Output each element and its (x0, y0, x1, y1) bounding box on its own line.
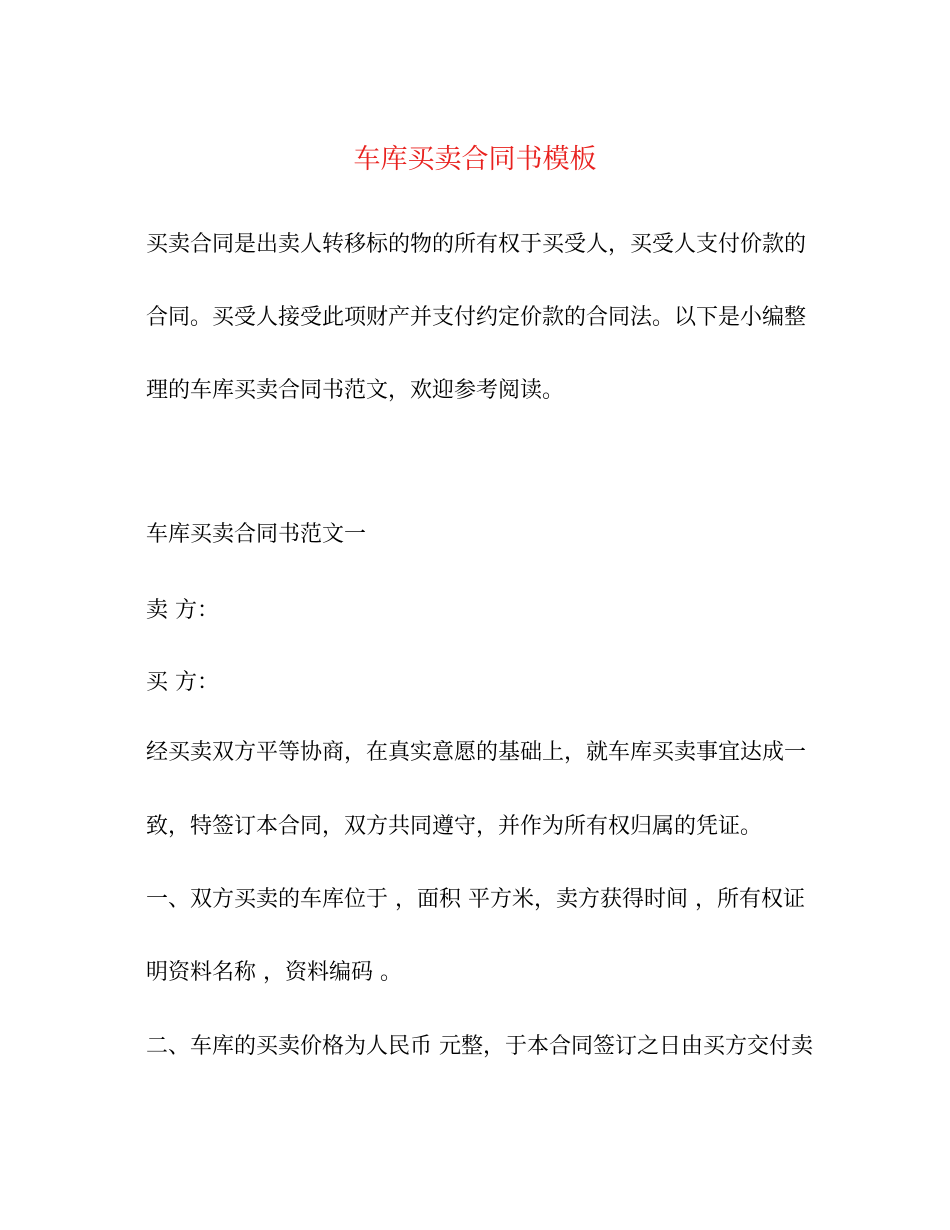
body-line-5: 二、车库的买卖价格为人民币 元整，于本合同签订之日由买方交付卖 (146, 1034, 813, 1059)
body-line-3: 一、双方买卖的车库位于 ，面积 平方米，卖方获得时间 ，所有权证 (146, 887, 805, 912)
section-heading: 车库买卖合同书范文一 (146, 522, 367, 547)
intro-line-1: 买卖合同是出卖人转移标的物的所有权于买受人，买受人支付价款的 (146, 232, 807, 257)
body-line-2: 致，特签订本合同，双方共同遵守，并作为所有权归属的凭证。 (146, 814, 763, 839)
intro-line-3: 理的车库买卖合同书范文，欢迎参考阅读。 (146, 378, 565, 403)
buyer-label: 买 方： (146, 670, 219, 695)
seller-label: 卖 方： (146, 598, 219, 623)
body-line-4: 明资料名称 ，资料编码 。 (146, 960, 402, 985)
body-line-1: 经买卖双方平等协商，在真实意愿的基础上，就车库买卖事宜达成一 (146, 740, 807, 765)
intro-line-2: 合同。买受人接受此项财产并支付约定价款的合同法。以下是小编整 (146, 305, 807, 330)
document-title: 车库买卖合同书模板 (353, 144, 597, 175)
